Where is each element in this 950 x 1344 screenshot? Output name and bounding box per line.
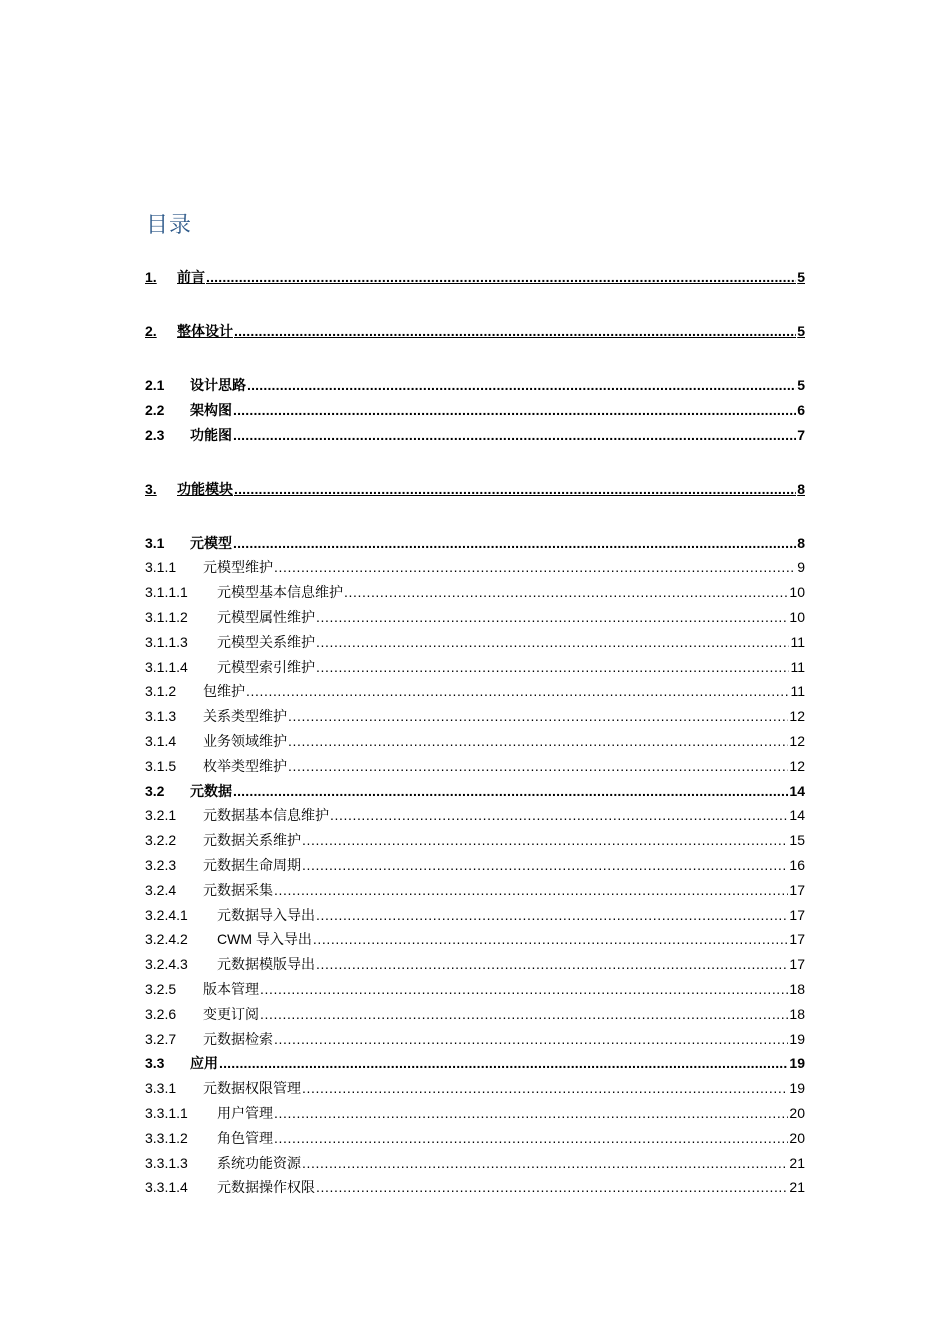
toc-dot-leader [274, 1129, 788, 1147]
toc-entry-number: 2.2 [145, 401, 165, 418]
toc-entry-page: 11 [790, 658, 805, 675]
toc-dot-leader [233, 782, 788, 800]
toc-entry-page: 19 [789, 1080, 805, 1097]
toc-entry-number: 2.3 [145, 426, 165, 443]
toc-entry-number: 2. [145, 323, 157, 339]
toc-entry[interactable] [145, 629, 805, 651]
toc-entry[interactable] [145, 579, 805, 601]
toc-entry-page: 18 [789, 981, 805, 997]
toc-dot-leader [274, 881, 788, 899]
toc-dot-leader [274, 1030, 788, 1048]
toc-entry-page: 14 [789, 782, 805, 799]
toc-dot-leader [233, 401, 796, 419]
toc-dot-leader [302, 1079, 788, 1097]
toc-entry-label: 元模型索引维护 [217, 658, 315, 675]
toc-entry-page: 19 [789, 1055, 805, 1072]
toc-entry-number: 3.1.1.4 [145, 658, 188, 675]
toc-dot-leader [260, 1005, 788, 1023]
toc-entry-label: 架构图 [190, 401, 232, 418]
toc-entry-number: 3.2.6 [145, 1005, 177, 1022]
toc-dot-leader [219, 1054, 788, 1072]
toc-dot-leader [302, 1154, 788, 1172]
toc-entry[interactable] [145, 1026, 805, 1048]
toc-dot-leader [316, 658, 789, 676]
toc-entry-label: 元数据操作权限 [217, 1179, 315, 1196]
toc-entry-label: 元数据生命周期 [203, 857, 301, 873]
toc-entry[interactable] [145, 422, 805, 444]
toc-entry-number: 3.1.1.2 [145, 609, 188, 625]
toc-title: 目录 [146, 212, 193, 237]
toc-entry-label: 关系类型维护 [203, 708, 287, 725]
toc-entry[interactable] [145, 926, 805, 948]
toc-dot-leader [316, 906, 788, 924]
toc-entry-number: 3.3 [145, 1055, 165, 1072]
toc-entry-page: 12 [789, 708, 805, 725]
toc-entry-page: 9 [797, 559, 805, 576]
toc-entry-number: 2.1 [145, 377, 165, 393]
toc-entry-number: 3.3.1.1 [145, 1105, 188, 1121]
toc-entry-label: 变更订阅 [203, 1005, 259, 1022]
toc-entry[interactable] [145, 703, 805, 725]
toc-entry-number: 3.3.1 [145, 1080, 177, 1097]
toc-dot-leader [246, 682, 789, 700]
toc-entry-page: 8 [797, 480, 805, 497]
toc-entry-page: 15 [789, 832, 805, 849]
toc-entry-page: 14 [789, 807, 805, 824]
toc-entry-number: 3.3.1.3 [145, 1154, 188, 1171]
toc-dot-leader [316, 1178, 788, 1196]
toc-entry-label: 业务领域维护 [203, 733, 287, 749]
toc-entry[interactable] [145, 318, 805, 340]
toc-entry-label: 元数据导入导出 [217, 906, 315, 923]
toc-entry-page: 20 [789, 1129, 805, 1146]
toc-entry-page: 20 [789, 1105, 805, 1121]
toc-entry-label: 元数据 [190, 782, 232, 799]
toc-dot-leader [302, 831, 788, 849]
toc-entry-page: 5 [797, 323, 805, 339]
toc-entry-label: 整体设计 [177, 323, 233, 339]
toc-entry[interactable] [145, 1100, 805, 1122]
toc-entry-label: 元模型基本信息维护 [217, 584, 343, 601]
toc-entry[interactable] [145, 951, 805, 973]
toc-dot-leader [316, 955, 788, 973]
toc-entry-number: 3.2 [145, 782, 165, 799]
toc-entry-page: 17 [789, 931, 805, 948]
toc-dot-leader [344, 583, 788, 601]
toc-entry-number: 3.1.3 [145, 708, 177, 725]
toc-dot-leader [313, 930, 789, 948]
toc-entry-page: 17 [789, 956, 805, 973]
toc-entry[interactable] [145, 976, 805, 998]
toc-entry-label: 元模型 [190, 534, 232, 551]
toc-entry-label: 枚举类型维护 [203, 757, 287, 774]
toc-entry[interactable] [145, 1050, 805, 1072]
toc-entry-number: 3.2.4 [145, 881, 177, 898]
toc-dot-leader [233, 534, 796, 552]
toc-entry-label: 包维护 [203, 683, 245, 700]
toc-entry-label: 元数据权限管理 [203, 1080, 301, 1097]
toc-entry-label: 元数据模版导出 [217, 956, 315, 973]
toc-dot-leader [234, 480, 796, 498]
toc-entry-label: 系统功能资源 [217, 1154, 301, 1171]
toc-entry[interactable] [145, 1075, 805, 1097]
toc-dot-leader [288, 732, 788, 750]
toc-entry-number: 1. [145, 269, 157, 285]
toc-entry[interactable] [145, 530, 805, 552]
toc-entry-label: 元模型属性维护 [217, 609, 315, 625]
toc-entry[interactable] [145, 852, 805, 874]
toc-entry-label: 设计思路 [190, 377, 246, 393]
toc-entry[interactable] [145, 264, 805, 286]
toc-entry-number: 3.1 [145, 534, 165, 551]
toc-dot-leader [274, 1104, 788, 1122]
toc-entry-label: 功能图 [190, 426, 232, 443]
toc-entry-number: 3.3.1.2 [145, 1129, 188, 1146]
toc-entry-page: 12 [789, 733, 805, 749]
toc-entry-label: 用户管理 [217, 1105, 273, 1121]
toc-entry-page: 6 [797, 401, 805, 418]
toc-entry[interactable] [145, 1125, 805, 1147]
toc-entry-page: 7 [797, 426, 805, 443]
toc-entry-number: 3.1.4 [145, 733, 177, 749]
toc-entry-page: 11 [790, 633, 805, 650]
toc-entry-label: 功能模块 [177, 480, 233, 497]
toc-entry-number: 3.2.5 [145, 981, 177, 997]
toc-entry[interactable] [145, 397, 805, 419]
toc-entry-label: 角色管理 [217, 1129, 273, 1146]
toc-entry[interactable] [145, 372, 805, 394]
toc-entry-number: 3.2.2 [145, 832, 177, 849]
toc-dot-leader [316, 608, 788, 626]
toc-entry-label: 元数据采集 [203, 881, 273, 898]
toc-entry[interactable] [145, 554, 805, 576]
toc-entry[interactable] [145, 1174, 805, 1196]
toc-entry-number: 3.3.1.4 [145, 1179, 188, 1196]
toc-entry[interactable] [145, 827, 805, 849]
toc-entry[interactable] [145, 1001, 805, 1023]
toc-entry[interactable] [145, 753, 805, 775]
toc-entry-label: CWM 导入导出 [217, 931, 312, 948]
toc-dot-leader [288, 707, 788, 725]
toc-entry[interactable] [145, 678, 805, 700]
toc-entry[interactable] [145, 802, 805, 824]
toc-dot-leader [233, 426, 796, 444]
toc-entry-number: 3.1.1.1 [145, 584, 188, 601]
toc-entry[interactable] [145, 902, 805, 924]
toc-entry[interactable] [145, 604, 805, 626]
toc-entry-page: 5 [797, 377, 805, 393]
toc-entry-page: 21 [789, 1154, 805, 1171]
toc-entry-page: 21 [789, 1179, 805, 1196]
toc-entry[interactable] [145, 654, 805, 676]
toc-dot-leader [247, 376, 796, 394]
toc-entry-number: 3.2.4.1 [145, 906, 188, 923]
toc-entry-page: 16 [789, 857, 805, 873]
toc-entry-number: 3.2.7 [145, 1030, 177, 1047]
toc-entry[interactable] [145, 728, 805, 750]
toc-entry-page: 10 [789, 584, 805, 601]
toc-entry[interactable] [145, 877, 805, 899]
toc-entry-number: 3.1.5 [145, 757, 177, 774]
toc-dot-leader [274, 558, 796, 576]
toc-dot-leader [316, 633, 789, 651]
toc-entry-number: 3.1.2 [145, 683, 177, 700]
toc-dot-leader [288, 757, 788, 775]
toc-entry-number: 3.1.1.3 [145, 633, 188, 650]
toc-entry-label: 元模型维护 [203, 559, 273, 576]
toc-entry[interactable] [145, 778, 805, 800]
toc-entry-page: 17 [789, 881, 805, 898]
toc-entry-label: 元模型关系维护 [217, 633, 315, 650]
toc-entry-number: 3.2.4.2 [145, 931, 188, 948]
toc-dot-leader [260, 980, 788, 998]
toc-entry-number: 3. [145, 480, 157, 497]
toc-entry-number: 3.2.3 [145, 857, 177, 873]
toc-entry-label: 前言 [177, 269, 205, 285]
toc-entry-page: 18 [789, 1005, 805, 1022]
toc-entry-label: 元数据关系维护 [203, 832, 301, 849]
toc-entry-number: 3.2.4.3 [145, 956, 188, 973]
toc-entry-label: 版本管理 [203, 981, 259, 997]
toc-entry[interactable] [145, 1150, 805, 1172]
toc-entry-page: 12 [789, 757, 805, 774]
toc-dot-leader [330, 806, 788, 824]
toc-entry-page: 10 [789, 609, 805, 625]
toc-entry[interactable] [145, 476, 805, 498]
toc-entry-page: 11 [790, 683, 805, 700]
toc-dot-leader [234, 322, 796, 340]
toc-entry-number: 3.2.1 [145, 807, 177, 824]
toc-entry-page: 8 [797, 534, 805, 551]
toc-entry-label: 元数据基本信息维护 [203, 807, 329, 824]
toc-dot-leader [302, 856, 788, 874]
toc-entry-page: 17 [789, 906, 805, 923]
toc-entry-page: 19 [789, 1030, 805, 1047]
toc-entry-number: 3.1.1 [145, 559, 177, 576]
toc-dot-leader [206, 268, 796, 286]
toc-entry-label: 元数据检索 [203, 1030, 273, 1047]
toc-entry-label: 应用 [190, 1055, 218, 1072]
toc-entry-page: 5 [797, 269, 805, 285]
